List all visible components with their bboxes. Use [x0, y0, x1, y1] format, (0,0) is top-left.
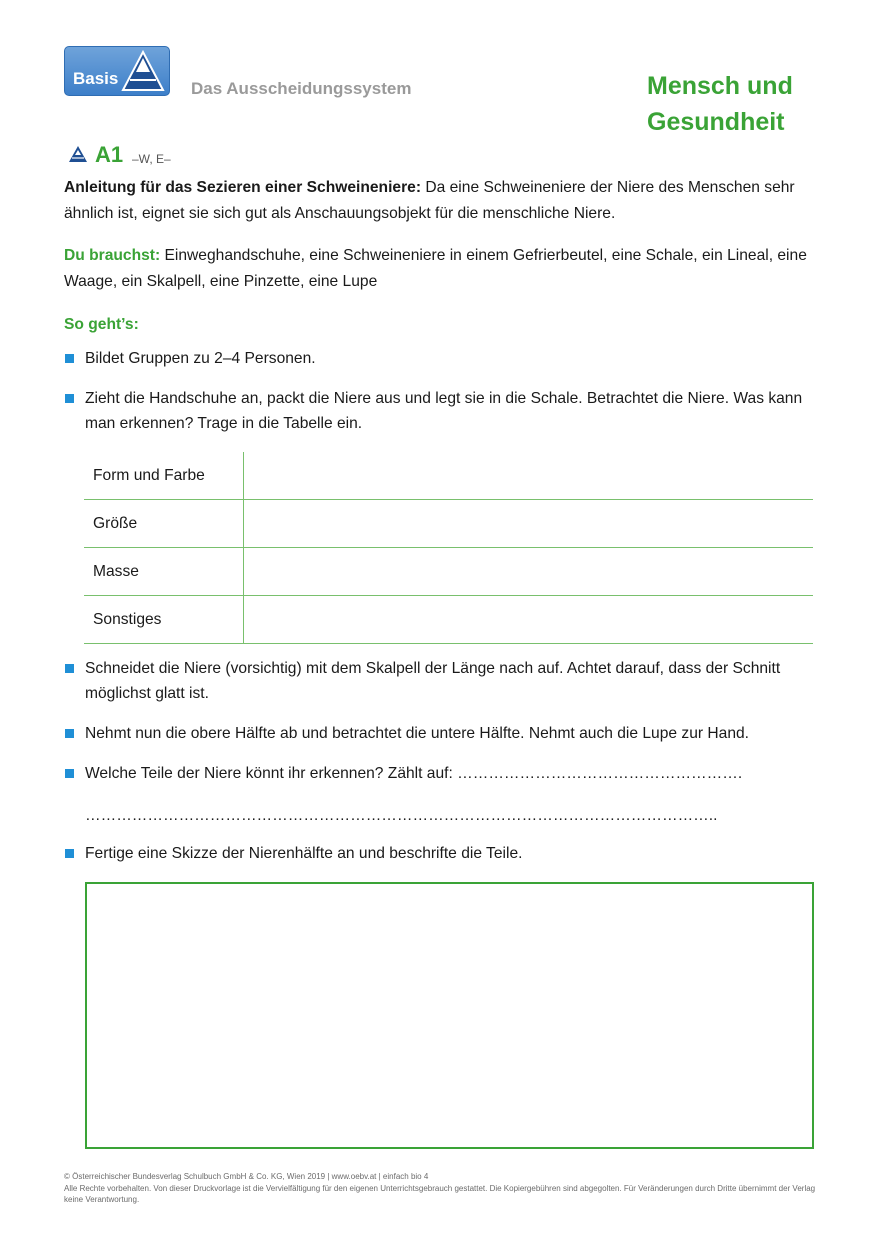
step-4: Nehmt nun die obere Hälfte ab und betrachtet die untere Hälfte. Nehmt auch die Lupe zur Hand.	[85, 725, 750, 742]
step-2: Zieht die Handschuhe an, packt die Niere aus und legt sie in die Schale. Betrachtet die Niere. Was kann man erkennen? Trage in die Tabelle ein.	[85, 390, 803, 432]
table-row	[84, 500, 813, 548]
answer-cell[interactable]	[244, 548, 814, 596]
observation-table	[84, 452, 813, 644]
sketch-box[interactable]	[85, 882, 814, 1149]
pyramid-icon	[121, 50, 165, 92]
steps-heading: So geht’s:	[64, 316, 139, 333]
footer-rights: Alle Rechte vorbehalten. Von dieser Druckvorlage ist die Vervielfältigung für den eigenen Unterrichtsgebrauch gestattet. Die Kopiergebühren sind abgegolten. Für Veränderungen durch Dritte übernimmt der Verlag keine Verantwortung.	[64, 1183, 816, 1204]
materials-paragraph	[64, 243, 824, 295]
intro-text: Da eine Schweineniere der Niere des Menschen sehr ähnlich ist, eignet sie sich gut als Anschauungsobjekt für die menschliche Niere.	[64, 179, 795, 222]
materials-label: Du brauchst:	[64, 247, 161, 264]
level-triangle-icon	[68, 145, 88, 163]
materials-text: Einweghandschuhe, eine Schweineniere in einem Gefrierbeutel, eine Schale, ein Lineal, eine Waage, ein Skalpell, eine Pinzette, eine Lupe	[64, 247, 807, 290]
bullet-square	[65, 394, 74, 403]
table-row	[84, 596, 813, 644]
table-row	[84, 452, 813, 500]
subject-title	[647, 68, 793, 140]
bullet-square	[65, 769, 74, 778]
answer-dotted-line[interactable]: …………………………………………………………………………………………………………..	[85, 807, 718, 824]
row-label: Größe	[84, 500, 244, 548]
answer-cell[interactable]	[244, 596, 814, 644]
intro-paragraph	[64, 175, 824, 227]
subject-line-1: Mensch und	[647, 72, 793, 100]
intro-heading: Anleitung für das Sezieren einer Schweineniere:	[64, 179, 422, 196]
basis-logo	[64, 46, 170, 96]
table-row	[84, 548, 813, 596]
subject-line-2: Gesundheit	[647, 108, 785, 136]
step-1: Bildet Gruppen zu 2–4 Personen.	[85, 350, 316, 367]
answer-cell[interactable]	[244, 500, 814, 548]
row-label: Sonstiges	[84, 596, 244, 644]
bullet-square	[65, 729, 74, 738]
answer-cell[interactable]	[244, 452, 814, 500]
step-6: Fertige eine Skizze der Nierenhälfte an und beschrifte die Teile.	[85, 845, 523, 862]
topic-title: Das Ausscheidungssystem	[191, 79, 412, 98]
row-label: Form und Farbe	[84, 452, 244, 500]
step-5: Welche Teile der Niere könnt ihr erkennen? Zählt auf: ……………………………………………….	[85, 765, 743, 782]
row-label: Masse	[84, 548, 244, 596]
bullet-square	[65, 849, 74, 858]
step-3: Schneidet die Niere (vorsichtig) mit dem Skalpell der Länge nach auf. Achtet darauf, dass der Schnitt möglichst glatt ist.	[85, 660, 781, 702]
bullet-square	[65, 664, 74, 673]
footer-copyright: © Österreichischer Bundesverlag Schulbuch GmbH & Co. KG, Wien 2019 | www.oebv.at | einfach bio 4	[64, 1172, 429, 1181]
logo-text: Basis	[73, 69, 119, 88]
bullet-square	[65, 354, 74, 363]
task-label: A1	[95, 142, 124, 167]
task-level: –W, E–	[132, 152, 171, 166]
footer	[64, 1171, 824, 1206]
